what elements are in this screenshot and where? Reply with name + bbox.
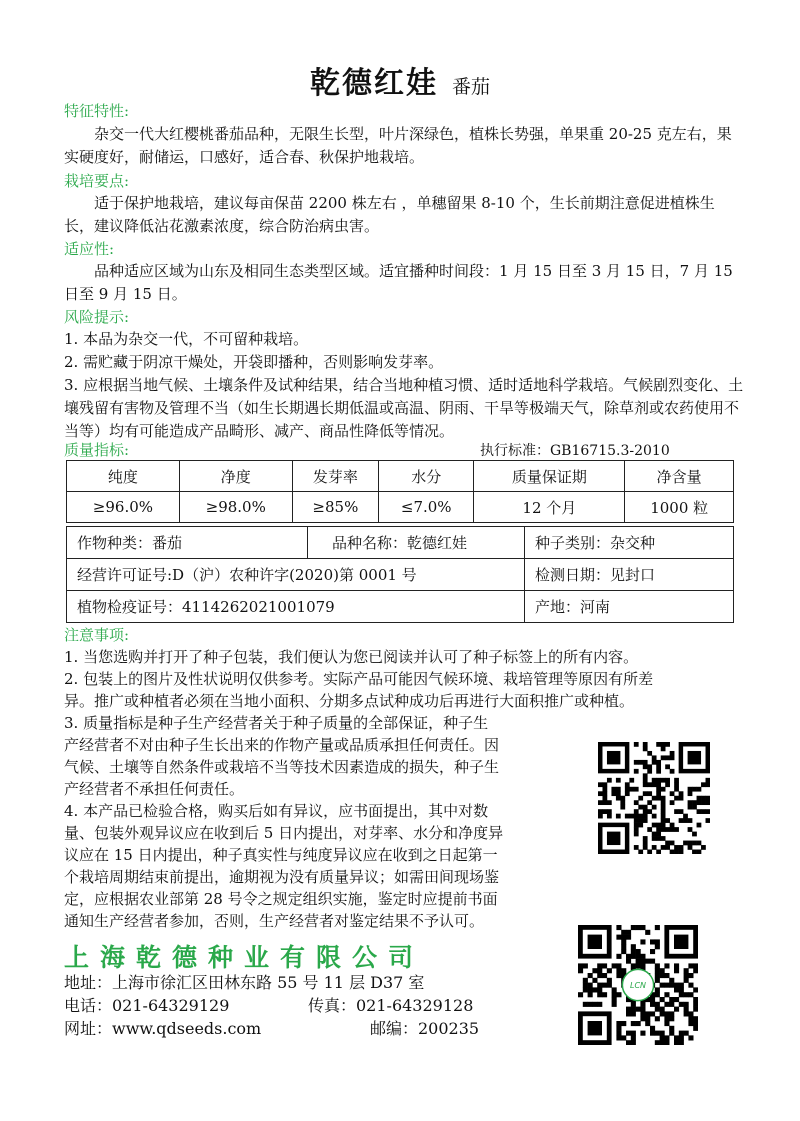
qr-code-icon xyxy=(578,925,698,1045)
table-row xyxy=(67,559,734,591)
company-name: 上海乾德种业有限公司 xyxy=(64,943,425,972)
table-cell: ≤7.0% xyxy=(379,492,474,523)
features-text: 杂交一代大红樱桃番茄品种，无限生长型，叶片深绿色，植株长势强，单果重 20-25 克左右，果实硬度好，耐储运，口感好，适合春、秋保护地栽培。 xyxy=(64,125,732,166)
seed-type: 种子类别：杂交种 xyxy=(525,527,734,559)
table-header: 净度 xyxy=(179,461,292,492)
company-website: 网址：www.qdseeds.com xyxy=(64,1019,262,1038)
table-header: 水分 xyxy=(379,461,474,492)
notice-heading: 注意事项: xyxy=(64,626,130,644)
table-header: 发芽率 xyxy=(292,461,378,492)
risk-item: 3. 应根据当地气候、土壤条件及试种结果，结合当地种植习惯、适时适地科学栽培。气候剧烈变化、土壤残留有害物及管理不当（如生长期遇长期低温或高温、阴雨、干旱等极端天气，除草剂或农药使用不当等）均有可能造成产品畸形、减产、商品性降低等情况。 xyxy=(64,376,744,440)
notice-line: 通知生产经营者参加，否则，生产经营者对鉴定结果不予认可。 xyxy=(64,912,485,930)
product-name: 乾德红娃 xyxy=(309,66,438,101)
table-cell: ≥85% xyxy=(292,492,378,523)
company-postcode: 邮编：200235 xyxy=(370,1019,480,1038)
features-heading: 特征特性: xyxy=(64,102,130,120)
table-header: 质量保证期 xyxy=(474,461,625,492)
qr-logo-text: LCN xyxy=(629,981,647,990)
company-address: 地址：上海市徐汇区田林东路 55 号 11 层 D37 室 xyxy=(64,973,425,992)
notice-narrow-lines xyxy=(64,712,584,932)
quarantine-number: 植物检疫证号：4114262021001079 xyxy=(67,591,525,623)
notice-line: 3. 质量指标是种子生产经营者关于种子质量的全部保证，种子生 xyxy=(64,714,489,732)
page-title xyxy=(0,58,800,102)
risk-heading: 风险提示: xyxy=(64,308,130,326)
table-cell: ≥98.0% xyxy=(179,492,292,523)
table-row xyxy=(67,461,734,492)
variety-name: 品种名称：乾德红娃 xyxy=(308,527,525,559)
notice-full-lines xyxy=(64,646,754,712)
quality-table xyxy=(66,460,734,523)
execution-standard: 执行标准：GB16715.3-2010 xyxy=(480,443,670,459)
notice-line: 4. 本产品已检验合格，购买后如有异议，应书面提出，其中对数 xyxy=(64,802,489,820)
notice-line: 产经营者不对由种子生长出来的作物产量或品质承担任何责任。因 xyxy=(64,736,500,754)
notice-line: 量、包装外观异议应在收到后 5 日内提出，对芽率、水分和净度异 xyxy=(64,824,504,842)
table-cell: 12 个月 xyxy=(474,492,625,523)
crop-type: 作物种类：番茄 xyxy=(67,527,308,559)
adaptability-text: 品种适应区域为山东及相同生态类型区域。适宜播种时间段：1 月 15 日至 3 月 15 日，7 月 15 日至 9 月 15 日。 xyxy=(64,262,733,303)
notice-line: 异。推广或种植者必须在当地小面积、分期多点试种成功后再进行大面积推广或种植。 xyxy=(64,692,635,710)
table-row xyxy=(67,527,734,559)
business-license: 经营许可证号:D（沪）农种许字(2020)第 0001 号 xyxy=(67,559,525,591)
notice-line: 定，应根据农业部第 28 号令之规定组织实施，鉴定时应提前书面 xyxy=(64,890,498,908)
table-cell: 1000 粒 xyxy=(625,492,734,523)
table-header: 纯度 xyxy=(67,461,180,492)
table-row xyxy=(67,492,734,523)
risk-list xyxy=(64,328,744,443)
qr-code-icon xyxy=(598,742,710,854)
table-row xyxy=(67,591,734,623)
notice-line: 产经营者不承担任何责任。 xyxy=(64,780,245,798)
risk-item: 2. 需贮藏于阴凉干燥处，开袋即播种，否则影响发芽率。 xyxy=(64,353,444,371)
notice-line: 议应在 15 日内提出，种子真实性与纯度异议应在收到之日起第一 xyxy=(64,846,498,864)
notice-line: 气候、土壤等自然条件或栽培不当等技术因素造成的损失，种子生 xyxy=(64,758,500,776)
origin: 产地：河南 xyxy=(525,591,734,623)
notice-line: 1. 当您选购并打开了种子包装，我们便认为您已阅读并认可了种子标签上的所有内容。 xyxy=(64,648,639,666)
info-table xyxy=(66,526,734,623)
table-header: 净含量 xyxy=(625,461,734,492)
cultivation-text: 适于保护地栽培，建议每亩保苗 2200 株左右 ，单穗留果 8-10 个，生长前期注意促进植株生长，建议降低沾花激素浓度，综合防治病虫害。 xyxy=(64,194,715,235)
adaptability-heading: 适应性: xyxy=(64,240,115,258)
table-cell: ≥96.0% xyxy=(67,492,180,523)
notice-line: 个栽培周期结束前提出，逾期视为没有质量异议；如需田间现场鉴 xyxy=(64,868,500,886)
company-phone: 电话：021-64329129 xyxy=(64,996,230,1015)
cultivation-heading: 栽培要点: xyxy=(64,172,130,190)
company-fax: 传真：021-64329128 xyxy=(308,996,474,1015)
notice-line: 2. 包装上的图片及性状说明仅供参考。实际产品可能因气候环境、栽培管理等原因有所差 xyxy=(64,670,654,688)
quality-heading: 质量指标: xyxy=(64,441,130,459)
risk-item: 1. 本品为杂交一代，不可留种栽培。 xyxy=(64,330,309,348)
test-date: 检测日期：见封口 xyxy=(525,559,734,591)
product-category: 番茄 xyxy=(451,76,490,98)
